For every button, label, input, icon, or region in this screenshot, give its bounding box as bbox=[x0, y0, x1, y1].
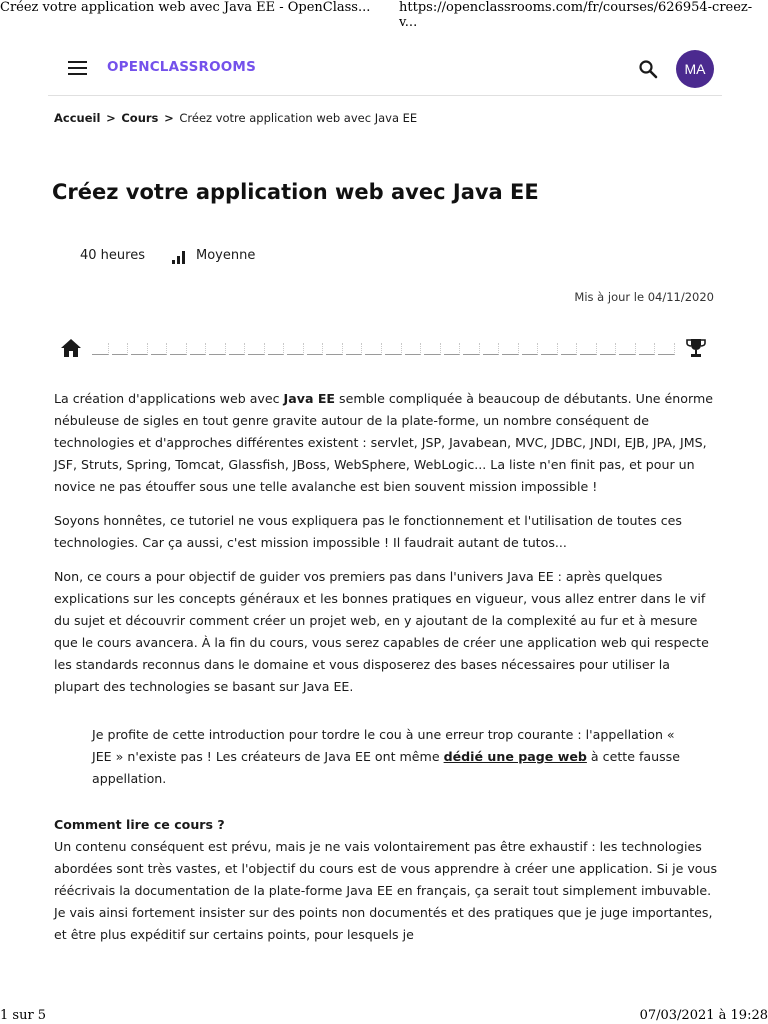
progress-step[interactable] bbox=[170, 343, 187, 355]
openclassrooms-logo[interactable]: OPENCLASSROOMS bbox=[107, 59, 256, 75]
intro-text-start: La création d'applications web avec bbox=[54, 391, 284, 406]
progress-step[interactable] bbox=[248, 343, 265, 355]
breadcrumb-current: Créez votre application web avec Java EE bbox=[179, 111, 418, 125]
progress-step[interactable] bbox=[229, 343, 246, 355]
progress-step[interactable] bbox=[365, 343, 382, 355]
course-duration: 40 heures bbox=[80, 248, 145, 263]
progress-step[interactable] bbox=[405, 343, 422, 355]
progress-step[interactable] bbox=[151, 343, 168, 355]
breadcrumb-separator: > bbox=[164, 111, 174, 125]
java-ee-bold: Java EE bbox=[283, 391, 336, 406]
progress-step[interactable] bbox=[385, 343, 402, 355]
course-content bbox=[54, 388, 718, 946]
progress-step[interactable] bbox=[307, 343, 324, 355]
progress-step[interactable] bbox=[131, 343, 148, 355]
print-header bbox=[0, 0, 768, 30]
progress-step[interactable] bbox=[190, 343, 207, 355]
progress-step[interactable] bbox=[658, 343, 675, 355]
trophy-icon[interactable] bbox=[685, 338, 707, 358]
progress-steps bbox=[92, 343, 678, 355]
course-progress-bar bbox=[60, 337, 710, 359]
breadcrumb-separator: > bbox=[106, 111, 116, 125]
progress-step[interactable] bbox=[580, 343, 597, 355]
search-icon[interactable] bbox=[638, 59, 658, 79]
home-icon[interactable] bbox=[60, 338, 82, 358]
progress-step[interactable] bbox=[600, 343, 617, 355]
site-header bbox=[48, 44, 722, 96]
print-page-number: 1 sur 5 bbox=[0, 1008, 47, 1023]
progress-step[interactable] bbox=[112, 343, 129, 355]
callout-text-start: Je profite de cette introduction pour tordre le cou à une erreur trop courante : l'appellation « JEE » n'existe pas ! Les créateurs de Java EE ont même bbox=[92, 727, 675, 764]
user-avatar[interactable]: MA bbox=[676, 50, 714, 88]
callout-text-end: à cette fausse appellation. bbox=[92, 749, 680, 786]
progress-step[interactable] bbox=[561, 343, 578, 355]
progress-step[interactable] bbox=[209, 343, 226, 355]
print-footer bbox=[0, 1008, 768, 1024]
reading-section bbox=[54, 814, 718, 946]
progress-step[interactable] bbox=[326, 343, 343, 355]
information-callout bbox=[92, 724, 692, 790]
intro-paragraph bbox=[54, 388, 718, 498]
progress-step[interactable] bbox=[268, 343, 285, 355]
honesty-paragraph: Soyons honnêtes, ce tutoriel ne vous expliquera pas le fonctionnement et l'utilisation de toutes ces technologies. Car ça aussi, c'est mission impossible ! Il faudrait autant de tutos... bbox=[54, 513, 682, 550]
progress-step[interactable] bbox=[92, 343, 109, 355]
progress-step[interactable] bbox=[346, 343, 363, 355]
page-title: Créez votre application web avec Java EE bbox=[52, 180, 539, 204]
print-page-url: https://openclassrooms.com/fr/courses/626954-creez-v... bbox=[399, 0, 753, 30]
intro-text-end: semble compliquée à beaucoup de débutants. Une énorme nébuleuse de sigles en tout genre gravite autour de la plate-forme, un nombre conséquent de technologies et d'approches différentes existent : servlet, JSP, Javabean, MVC, JDBC, JNDI, EJB, JPA, JMS, JSF, Struts, Spring, Tomcat, Glassfish, JBoss, WebSphere, WebLogic... La liste n'en finit pas, et pour un novice ne pas étouffer sous une telle avalanche est bien souvent mission impossible ! bbox=[54, 391, 713, 494]
progress-step[interactable] bbox=[444, 343, 461, 355]
section-heading: Comment lire ce cours ? bbox=[54, 817, 225, 832]
progress-step[interactable] bbox=[619, 343, 636, 355]
progress-step[interactable] bbox=[483, 343, 500, 355]
progress-step[interactable] bbox=[541, 343, 558, 355]
print-page-title: Créez votre application web avec Java EE - OpenClass... bbox=[0, 0, 371, 15]
course-difficulty: Moyenne bbox=[196, 248, 256, 263]
progress-step[interactable] bbox=[463, 343, 480, 355]
breadcrumb-courses[interactable]: Cours bbox=[121, 111, 159, 125]
progress-step[interactable] bbox=[424, 343, 441, 355]
progress-step[interactable] bbox=[522, 343, 539, 355]
reading-paragraph: Un contenu conséquent est prévu, mais je ne vais volontairement pas être exhaustif : les technologies abordées sont très vastes, et l'objectif du cours est de vous apprendre à créer une application. Si je vous réécrivais la documentation de la plate-forme Java EE en français, ça serait tout simplement imbuvable. Je vais ainsi fortement insister sur des points non documentés et des pratiques que je juge importantes, et être plus expéditif sur certains points, pour lesquels je bbox=[54, 839, 718, 942]
print-date: 07/03/2021 à 19:28 bbox=[639, 1008, 768, 1023]
objective-paragraph: Non, ce cours a pour objectif de guider vos premiers pas dans l'univers Java EE : après quelques explications sur les concepts généraux et les bonnes pratiques en vigueur, vous allez entrer dans le vif du sujet et découvrir comment créer un projet web, en y ajoutant de la complexité au fur et à mesure que le cours avancera. À la fin du cours, vous serez capables de créer une application web qui respecte les standards reconnus dans le domaine et vous disposerez des bases nécessaires pour utiliser la plupart des technologies se basant sur Java EE. bbox=[54, 569, 709, 694]
menu-icon[interactable] bbox=[68, 61, 87, 75]
difficulty-signal-icon bbox=[172, 250, 186, 264]
dedicated-page-link[interactable]: dédié une page web bbox=[443, 749, 587, 764]
breadcrumb-home[interactable]: Accueil bbox=[54, 111, 101, 125]
progress-step[interactable] bbox=[639, 343, 656, 355]
breadcrumb bbox=[54, 111, 417, 125]
progress-step[interactable] bbox=[287, 343, 304, 355]
last-updated: Mis à jour le 04/11/2020 bbox=[574, 290, 714, 304]
progress-step[interactable] bbox=[502, 343, 519, 355]
